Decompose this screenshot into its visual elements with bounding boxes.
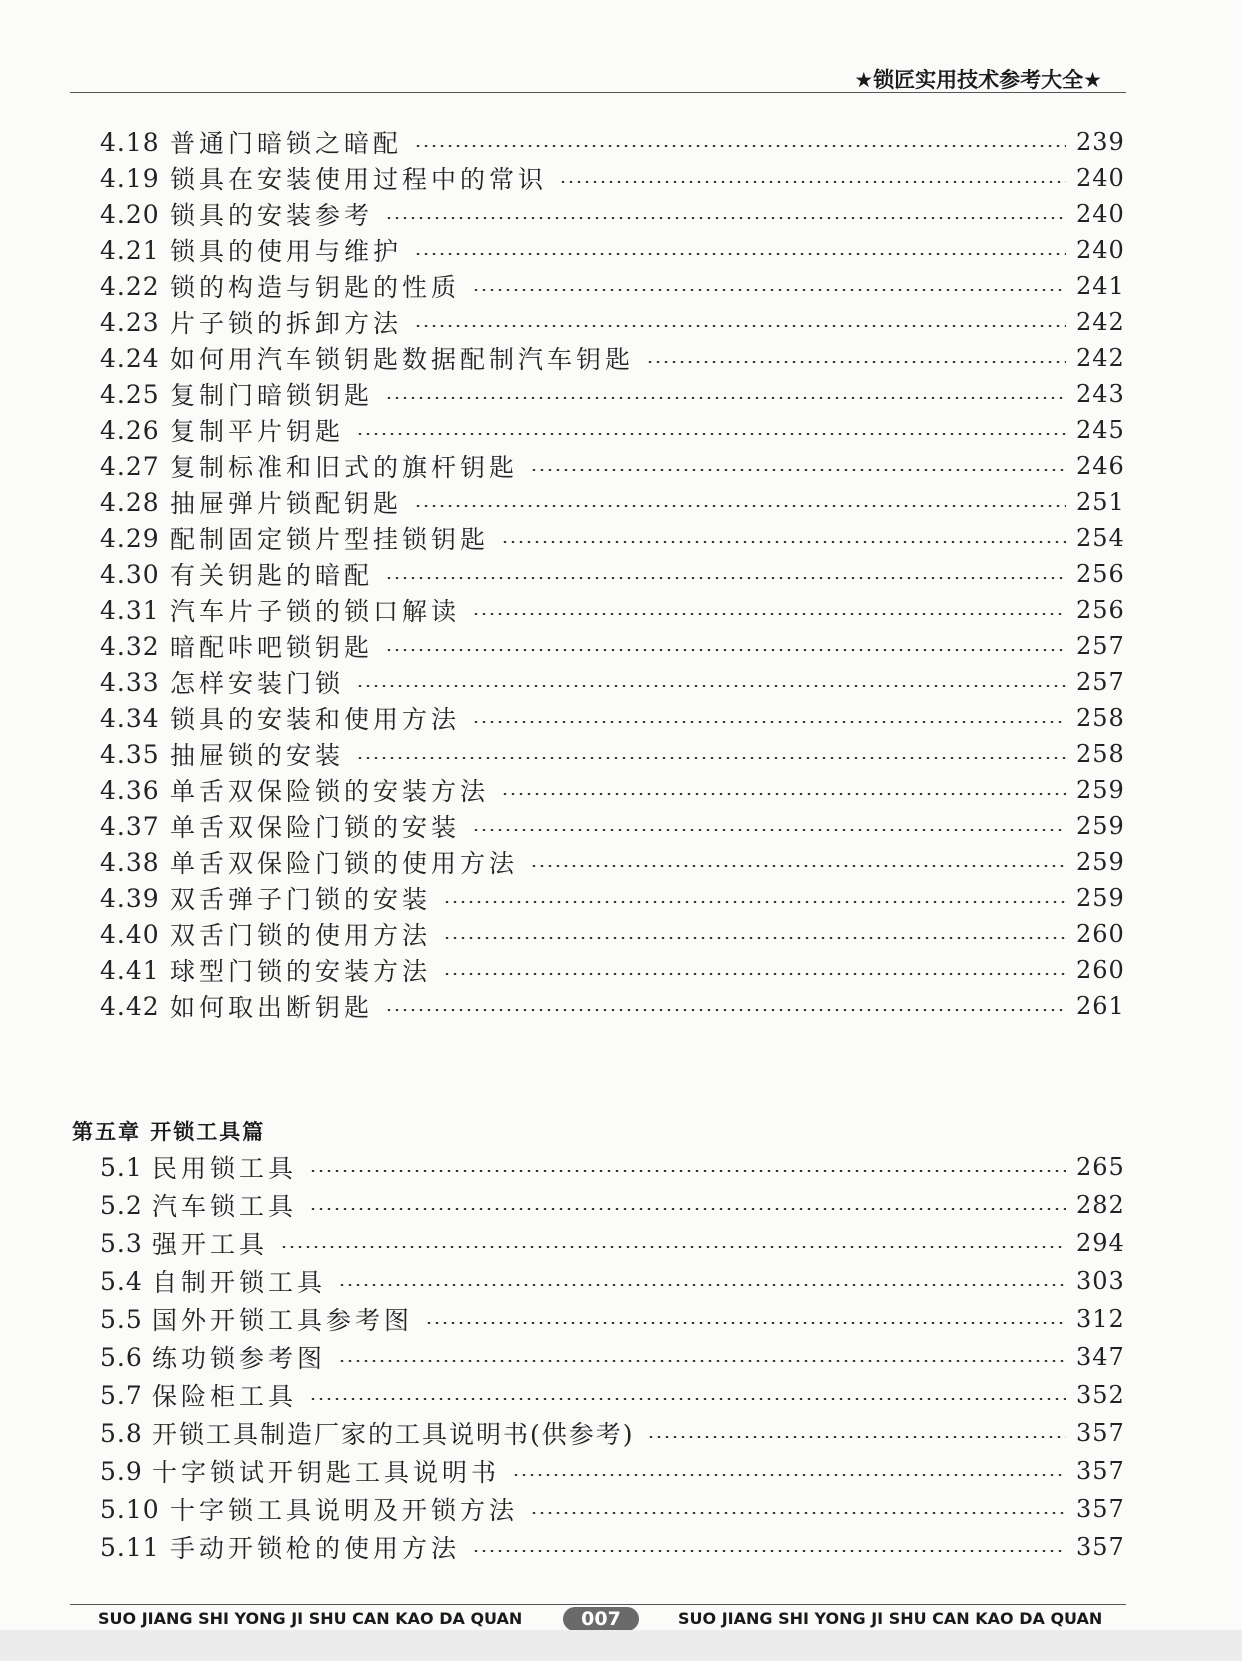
toc-entry-page: 241 <box>1076 272 1125 300</box>
toc-entry-number: 4.26 <box>100 415 160 445</box>
dot-leader <box>356 433 1066 435</box>
toc-entry <box>100 879 1125 917</box>
toc-entry <box>100 1414 1125 1452</box>
dot-leader <box>414 253 1066 255</box>
toc-entry-number: 4.41 <box>100 955 160 985</box>
dot-leader <box>338 1284 1066 1286</box>
toc-entry-page: 258 <box>1076 704 1125 732</box>
toc-entry <box>100 915 1125 953</box>
toc-entry-page: 259 <box>1076 812 1125 840</box>
toc-entry-number: 4.19 <box>100 163 160 193</box>
toc-entry-title: 抽屉弹片锁配钥匙 <box>170 489 403 518</box>
toc-entry-title: 锁具在安装使用过程中的常识 <box>170 165 548 194</box>
toc-entry-number: 5.5 <box>100 1304 143 1334</box>
dot-leader <box>472 613 1066 615</box>
footer-text-right: SUO JIANG SHI YONG JI SHU CAN KAO DA QUAN <box>678 1609 1103 1628</box>
toc-entry-title: 双舌弹子门锁的安装 <box>170 885 432 914</box>
toc-entry <box>100 771 1125 809</box>
toc-entry-number: 4.38 <box>100 847 160 877</box>
toc-entry-page: 261 <box>1076 992 1125 1020</box>
toc-entry <box>100 411 1125 449</box>
toc-entry-number: 5.9 <box>100 1456 143 1486</box>
toc-entry-title: 十字锁工具说明及开锁方法 <box>170 1496 519 1525</box>
dot-leader <box>443 937 1066 939</box>
dot-leader <box>443 901 1066 903</box>
toc-entry-title: 练功锁参考图 <box>152 1344 327 1373</box>
toc-entry-title: 普通门暗锁之暗配 <box>170 129 403 158</box>
dot-leader <box>647 1436 1066 1438</box>
toc-entry <box>100 195 1125 233</box>
toc-entry-number: 4.42 <box>100 991 160 1021</box>
toc-entry-title: 球型门锁的安装方法 <box>170 957 432 986</box>
toc-entry <box>100 447 1125 485</box>
toc-entry <box>100 843 1125 881</box>
toc-entry <box>100 987 1125 1025</box>
toc-entry <box>100 1262 1125 1300</box>
toc-entry-page: 242 <box>1076 308 1125 336</box>
toc-entry-number: 4.27 <box>100 451 160 481</box>
toc-entry-title: 保险柜工具 <box>152 1382 298 1411</box>
toc-entry-page: 347 <box>1076 1343 1125 1371</box>
toc-entry <box>100 699 1125 737</box>
toc-entry <box>100 231 1125 269</box>
header-rule <box>70 92 1126 93</box>
toc-entry-number: 5.8 <box>100 1418 143 1448</box>
toc-entry <box>100 1300 1125 1338</box>
toc-entry-page: 259 <box>1076 884 1125 912</box>
toc-entry-title: 强开工具 <box>152 1230 269 1259</box>
toc-entry-page: 256 <box>1076 596 1125 624</box>
toc-entry-title: 复制门暗锁钥匙 <box>170 381 374 410</box>
toc-entry-page: 243 <box>1076 380 1125 408</box>
toc-entry-page: 357 <box>1076 1495 1125 1523</box>
toc-entry-title: 自制开锁工具 <box>152 1268 327 1297</box>
toc-entry-page: 240 <box>1076 236 1125 264</box>
toc-entry-title: 抽屉锁的安装 <box>170 741 345 770</box>
toc-entry-page: 259 <box>1076 776 1125 804</box>
toc-entry-number: 4.32 <box>100 631 160 661</box>
toc-entry-page: 245 <box>1076 416 1125 444</box>
toc-entry-number: 4.24 <box>100 343 160 373</box>
toc-entry <box>100 591 1125 629</box>
toc-entry-title: 怎样安装门锁 <box>170 669 345 698</box>
toc-entry-page: 254 <box>1076 524 1125 552</box>
toc-entry-title: 如何用汽车锁钥匙数据配制汽车钥匙 <box>170 345 635 374</box>
toc-entry <box>100 1452 1125 1490</box>
dot-leader <box>501 541 1066 543</box>
toc-entry <box>100 627 1125 665</box>
toc-entry <box>100 807 1125 845</box>
toc-entry <box>100 1148 1125 1186</box>
toc-entry-number: 4.22 <box>100 271 160 301</box>
toc-entry-number: 4.35 <box>100 739 160 769</box>
toc-entry-page: 246 <box>1076 452 1125 480</box>
page-number-badge: 007 <box>563 1607 639 1631</box>
toc-entry <box>100 159 1125 197</box>
toc-entry-title: 双舌门锁的使用方法 <box>170 921 432 950</box>
toc-entry-number: 4.25 <box>100 379 160 409</box>
toc-entry-page: 265 <box>1076 1153 1125 1181</box>
toc-entry <box>100 1338 1125 1376</box>
toc-entry-title: 民用锁工具 <box>152 1154 298 1183</box>
toc-entry <box>100 735 1125 773</box>
toc-entry-title: 十字锁试开钥匙工具说明书 <box>152 1458 501 1487</box>
chapter-5-heading: 第五章 开锁工具篇 <box>72 1120 266 1144</box>
dot-leader <box>472 721 1066 723</box>
toc-entry-page: 352 <box>1076 1381 1125 1409</box>
toc-entry-title: 国外开锁工具参考图 <box>152 1306 414 1335</box>
toc-entry-number: 4.37 <box>100 811 160 841</box>
toc-entry <box>100 519 1125 557</box>
toc-entry-title: 如何取出断钥匙 <box>170 993 374 1022</box>
toc-entry <box>100 663 1125 701</box>
dot-leader <box>443 973 1066 975</box>
scan-margin <box>0 1630 1242 1661</box>
toc-entry <box>100 1376 1125 1414</box>
toc-entry-page: 260 <box>1076 920 1125 948</box>
dot-leader <box>414 505 1066 507</box>
dot-leader <box>356 757 1066 759</box>
toc-entry <box>100 339 1125 377</box>
dot-leader <box>559 181 1066 183</box>
toc-entry-page: 256 <box>1076 560 1125 588</box>
toc-entry-title: 锁的构造与钥匙的性质 <box>170 273 461 302</box>
toc-entry <box>100 483 1125 521</box>
toc-entry-number: 5.6 <box>100 1342 143 1372</box>
toc-entry-page: 282 <box>1076 1191 1125 1219</box>
toc-entry-title: 暗配咔吧锁钥匙 <box>170 633 374 662</box>
dot-leader <box>309 1208 1066 1210</box>
toc-entry-number: 4.39 <box>100 883 160 913</box>
toc-entry-number: 4.20 <box>100 199 160 229</box>
toc-entry <box>100 951 1125 989</box>
toc-entry-page: 258 <box>1076 740 1125 768</box>
toc-entry-title: 单舌双保险门锁的使用方法 <box>170 849 519 878</box>
toc-entry-number: 4.33 <box>100 667 160 697</box>
dot-leader <box>309 1398 1066 1400</box>
toc-entry <box>100 1490 1125 1528</box>
toc-entry-number: 5.1 <box>100 1152 143 1182</box>
toc-entry-page: 251 <box>1076 488 1125 516</box>
toc-entry-number: 4.29 <box>100 523 160 553</box>
toc-entry-title: 锁具的安装和使用方法 <box>170 705 461 734</box>
toc-entry <box>100 303 1125 341</box>
toc-entry-page: 242 <box>1076 344 1125 372</box>
toc-entry-number: 5.10 <box>100 1494 160 1524</box>
toc-entry-page: 357 <box>1076 1533 1125 1561</box>
toc-entry <box>100 1224 1125 1262</box>
dot-leader <box>385 649 1066 651</box>
toc-entry-title: 单舌双保险锁的安装方法 <box>170 777 490 806</box>
toc-entry-title: 汽车锁工具 <box>152 1192 298 1221</box>
dot-leader <box>338 1360 1066 1362</box>
footer-rule <box>70 1604 1126 1605</box>
toc-entry-page: 239 <box>1076 128 1125 156</box>
toc-entry-page: 357 <box>1076 1457 1125 1485</box>
dot-leader <box>414 325 1066 327</box>
dot-leader <box>385 397 1066 399</box>
dot-leader <box>646 361 1066 363</box>
toc-entry-title: 锁具的安装参考 <box>170 201 374 230</box>
toc-entry-page: 303 <box>1076 1267 1125 1295</box>
toc-entry-title: 手动开锁枪的使用方法 <box>170 1534 461 1563</box>
dot-leader <box>385 577 1066 579</box>
toc-entry-number: 5.2 <box>100 1190 143 1220</box>
toc-entry-number: 5.3 <box>100 1228 143 1258</box>
toc-entry <box>100 1186 1125 1224</box>
toc-entry-title: 复制平片钥匙 <box>170 417 345 446</box>
toc-entry-title: 配制固定锁片型挂锁钥匙 <box>170 525 490 554</box>
toc-entry-page: 357 <box>1076 1419 1125 1447</box>
toc-entry-title: 有关钥匙的暗配 <box>170 561 374 590</box>
dot-leader <box>356 685 1066 687</box>
toc-entry <box>100 375 1125 413</box>
toc-entry-title: 汽车片子锁的锁口解读 <box>170 597 461 626</box>
dot-leader <box>385 1009 1066 1011</box>
toc-entry-number: 5.4 <box>100 1266 143 1296</box>
dot-leader <box>472 289 1066 291</box>
toc-entry-number: 4.36 <box>100 775 160 805</box>
footer-text-left: SUO JIANG SHI YONG JI SHU CAN KAO DA QUAN <box>98 1609 523 1628</box>
toc-entry-number: 4.18 <box>100 127 160 157</box>
toc-entry <box>100 555 1125 593</box>
dot-leader <box>530 1512 1066 1514</box>
dot-leader <box>414 145 1066 147</box>
toc-entry-number: 4.21 <box>100 235 160 265</box>
dot-leader <box>530 469 1066 471</box>
toc-entry-page: 312 <box>1076 1305 1125 1333</box>
toc-entry-number: 5.7 <box>100 1380 143 1410</box>
toc-entry-number: 4.34 <box>100 703 160 733</box>
dot-leader <box>512 1474 1066 1476</box>
toc-entry-title: 锁具的使用与维护 <box>170 237 403 266</box>
toc-entry-title: 复制标准和旧式的旗杆钥匙 <box>170 453 519 482</box>
dot-leader <box>501 793 1066 795</box>
running-header: ★锁匠实用技术参考大全★ <box>854 68 1102 92</box>
toc-entry-title: 单舌双保险门锁的安装 <box>170 813 461 842</box>
toc-entry-page: 294 <box>1076 1229 1125 1257</box>
dot-leader <box>472 1550 1066 1552</box>
toc-entry-title: 开锁工具制造厂家的工具说明书(供参考) <box>152 1420 635 1449</box>
toc-entry <box>100 1528 1125 1566</box>
toc-entry-page: 240 <box>1076 164 1125 192</box>
toc-entry <box>100 123 1125 161</box>
dot-leader <box>280 1246 1066 1248</box>
toc-entry <box>100 267 1125 305</box>
toc-entry-page: 240 <box>1076 200 1125 228</box>
toc-entry-page: 257 <box>1076 668 1125 696</box>
toc-entry-number: 4.30 <box>100 559 160 589</box>
dot-leader <box>530 865 1066 867</box>
toc-entry-number: 4.31 <box>100 595 160 625</box>
toc-entry-title: 片子锁的拆卸方法 <box>170 309 403 338</box>
dot-leader <box>385 217 1066 219</box>
toc-entry-page: 259 <box>1076 848 1125 876</box>
toc-entry-number: 5.11 <box>100 1532 160 1562</box>
toc-entry-number: 4.28 <box>100 487 160 517</box>
toc-entry-page: 260 <box>1076 956 1125 984</box>
dot-leader <box>425 1322 1066 1324</box>
toc-entry-page: 257 <box>1076 632 1125 660</box>
toc-entry-number: 4.23 <box>100 307 160 337</box>
toc-entry-number: 4.40 <box>100 919 160 949</box>
dot-leader <box>472 829 1066 831</box>
dot-leader <box>309 1170 1066 1172</box>
